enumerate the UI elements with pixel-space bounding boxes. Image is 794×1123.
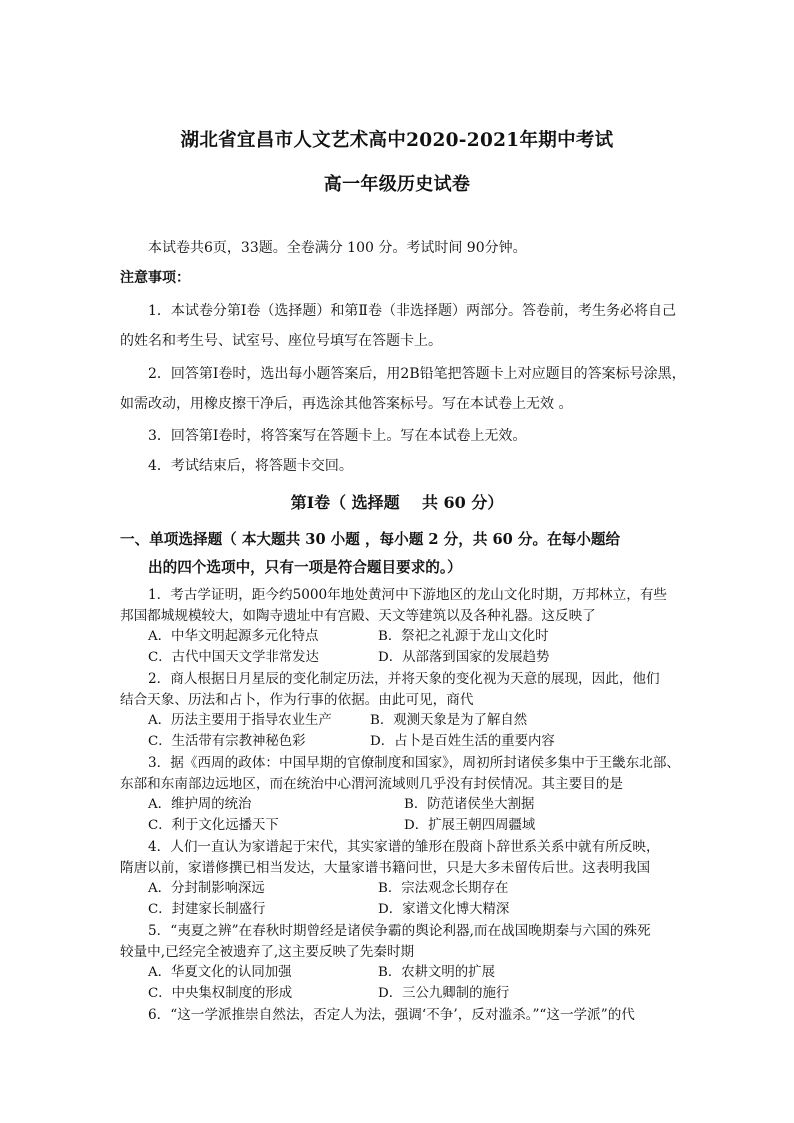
option-c: C．古代中国天文学非常发达: [148, 650, 319, 665]
question-stem: 2．商人根据日月星辰的变化制定历法，并将天象的变化视为天意的展现，因此，他们: [148, 671, 660, 687]
notice-line: 1．本试卷分第Ⅰ卷（选择题）和第Ⅱ卷（非选择题）两部分。答卷前，考生务必将自己: [148, 303, 676, 319]
intro-text: 本试卷共6页，33题。全卷满分 100 分。考试时间 90分钟。: [148, 240, 527, 256]
option-c: C．封建家长制盛行: [148, 902, 266, 917]
option-b: B．祭祀之礼源于龙山文化时: [378, 629, 549, 644]
option-b: B．宗法观念长期存在: [378, 881, 509, 896]
question-stem: 5．“夷夏之辨”在春秋时期曾经是诸侯争霸的舆论利器,而在战国晚期秦与六国的殊死: [148, 923, 651, 939]
exam-title: 湖北省宜昌市人文艺术高中2020-2021年期中考试: [180, 130, 614, 151]
option-b: B．观测天象是为了解自然: [370, 713, 528, 728]
option-c: C．利于文化远播天下: [148, 818, 279, 833]
question-stem: 邦国都城规模较大，如陶寺遗址中有宫殿、天文等建筑以及各种礼器。这反映了: [120, 608, 596, 624]
option-d: D．家谱文化博大精深: [378, 902, 510, 917]
option-b: B．防范诸侯坐大割据: [404, 797, 535, 812]
section-title: 第Ⅰ卷（ 选择题 共 60 分）: [290, 493, 504, 512]
question-stem: 结合天象、历法和占卜，作为行事的依据。由此可见，商代: [120, 692, 474, 708]
notice-line: 3．回答第Ⅰ卷时，将答案写在答题卡上。写在本试卷上无效。: [148, 428, 527, 444]
option-a: A．历法主要用于指导农业生产: [148, 713, 332, 728]
option-d: D．三公九卿制的施行: [378, 986, 510, 1001]
question-stem: 较量中,已经完全被遗弃了,这主要反映了先秦时期: [120, 944, 415, 960]
notice-line: 的姓名和考生号、试室号、座位号填写在答题卡上。: [120, 333, 442, 349]
option-c: C．中央集权制度的形成: [148, 986, 293, 1001]
question-stem: 隋唐以前，家谱修撰已相当发达，大量家谱书籍问世，只是大多未留传后世。这表明我国: [120, 860, 651, 876]
notice-line: 2．回答第Ⅰ卷时，选出每小题答案后，用2B铅笔把答题卡上对应题目的答案标号涂黑，: [148, 366, 686, 382]
part-heading: 出的四个选项中，只有一项是符合题目要求的。）: [148, 559, 462, 576]
question-stem: 1．考古学证明，距今约5000年地处黄河中下游地区的龙山文化时期，万邦林立，有些: [148, 587, 668, 603]
notice-heading: 注意事项：: [120, 270, 190, 286]
part-heading: 一、单项选择题（ 本大题共 30 小题 ，每小题 2 分，共 60 分。在每小题给: [120, 531, 621, 548]
question-stem: 3．据《西周的政体：中国早期的官僚制度和国家》，周初所封诸侯多集中于王畿东北部、: [148, 755, 681, 771]
option-a: A．维护周的统治: [148, 797, 252, 812]
option-a: A．分封制影响深远: [148, 881, 265, 896]
option-a: A．华夏文化的认同加强: [148, 965, 292, 980]
notice-line: 4．考试结束后，将答题卡交回。: [148, 458, 353, 474]
question-stem: 6．“这一学派推崇自然法，否定人为法，强调‘不争’，反对滥杀。”“这一学派”的代: [148, 1007, 635, 1023]
option-b: B．农耕文明的扩展: [378, 965, 495, 980]
option-d: D．从部落到国家的发展趋势: [378, 650, 550, 665]
notice-line: 如需改动，用橡皮擦干净后，再选涂其他答案标号。写在本试卷上无效 。: [120, 396, 573, 412]
question-stem: 4．人们一直认为家谱起于宋代，其实家谱的雏形在殷商卜辞世系关系中就有所反映，: [148, 839, 660, 855]
option-d: D．占卜是百姓生活的重要内容: [370, 734, 555, 749]
option-a: A．中华文明起源多元化特点: [148, 629, 319, 644]
question-stem: 东部和东南部边远地区，而在统治中心渭河流域则几乎没有封侯情况。其主要目的是: [120, 776, 623, 792]
option-d: D．扩展王朝四周疆域: [404, 818, 536, 833]
option-c: C．生活带有宗教神秘色彩: [148, 734, 306, 749]
exam-subtitle: 高一年级历史试卷: [323, 174, 471, 195]
